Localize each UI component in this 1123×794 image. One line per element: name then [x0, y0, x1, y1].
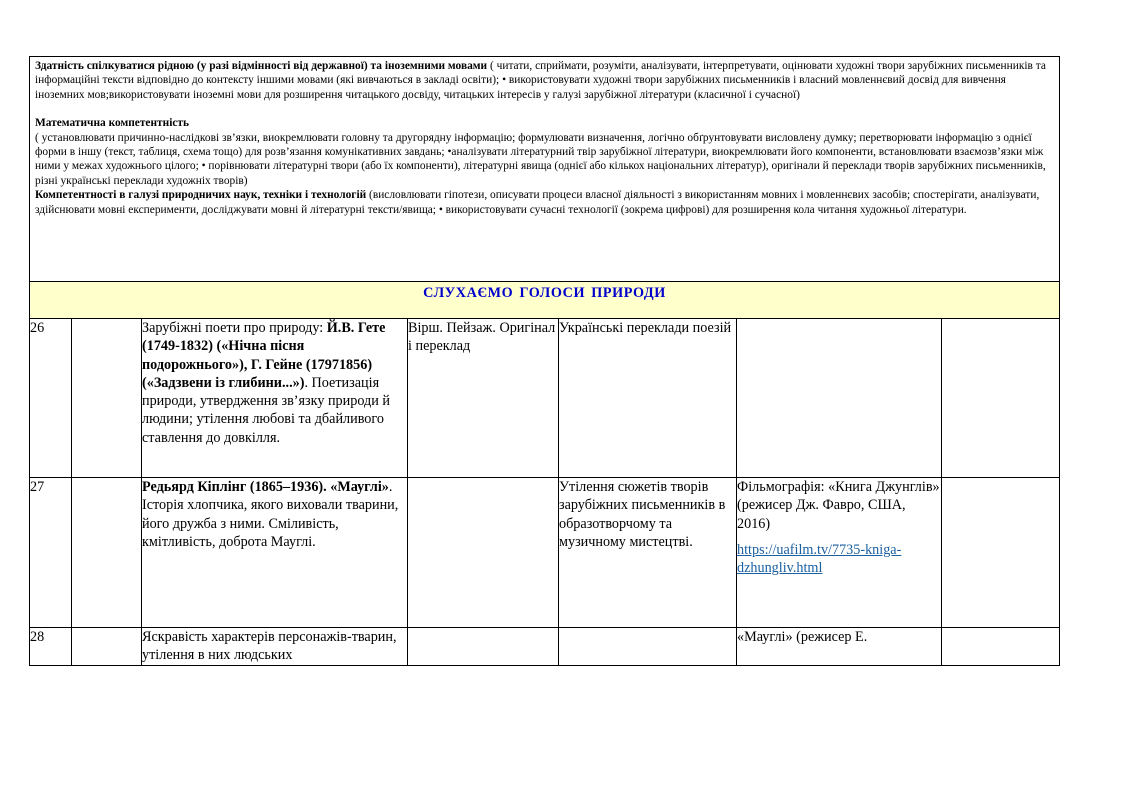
competency-science: [35, 188, 1054, 217]
competency-math-text: ( установлювати причинно-наслідкові зв’язки, виокремлювати головну та другорядну інформацію; формулювати визначення, логічно обґрунтовувати висловлену думку; перетворювати інформацію з однієї форми в іншу (текст, таблиця, схема тощо) для розв’язання комунікативних завдань; •аналізувати літературний твір зарубіжної літератури, виокремлювати його компоненти, встановлювати взаємозв’язки між ними у межах художнього цілого; • порівнювати літературні твори (або їх компоненти), літературні явища (однієї або кількох національних літератур), оригінали й переклади творів зарубіжних письменників, різні українські переклади художніх творів): [35, 131, 1046, 187]
topic-intro: Зарубіжні поети про природу:: [142, 320, 327, 336]
section-header-cell: [30, 282, 1060, 319]
competency-language-text: ( читати, сприймати, розуміти, аналізувати, інтерпретувати, оцінювати художні твори зарубіжних письменників та інформаційні тексти відповідно до контексту іншими мовами (які вивчаються в закладі освіти); • використовувати художні твори зарубіжних письменників і власний мовленнєвий досвід для вивчення іноземних мов;використовувати іноземні мови для розширення читацького досвіду, читацьких інтересів у галузі зарубіжної літератури (класичної і сучасної): [35, 60, 1046, 101]
competencies-row: [30, 57, 1060, 282]
spacer: [35, 102, 1054, 116]
theory-cell: [408, 628, 559, 666]
competency-math: [35, 116, 1054, 130]
lesson-number: 28: [30, 628, 72, 666]
theory-cell: [408, 478, 559, 628]
date-cell: [72, 478, 142, 628]
topic-rest: . Поетизація природи, утвердження зв’язку природи й людини; утілення любові та дбайливого ставлення до довкілля.: [142, 374, 390, 446]
lesson-number: 26: [30, 319, 72, 478]
links-cell: [559, 628, 737, 666]
date-cell: [72, 319, 142, 478]
filmography-text: Фільмографія: «Книга Джунглів» (режисер Дж. Фавро, США, 2016): [737, 479, 940, 532]
media-cell: [737, 478, 942, 628]
media-cell: «Мауглі» (режисер Е.: [737, 628, 942, 666]
section-title: СЛУХАЄМО ГОЛОСИ ПРИРОДИ: [423, 285, 666, 301]
section-header-row: [30, 282, 1060, 319]
competencies-cell: [30, 57, 1060, 282]
topic-cell: [142, 478, 408, 628]
links-cell: Українські переклади поезій: [559, 319, 737, 478]
competency-language: [35, 59, 1054, 102]
competency-math-title: Математична компетентність: [35, 117, 190, 130]
topic-rest: . Історія хлопчика, якого виховали тварини, його дружба з ними. Сміливість, кмітливість, доброта Мауглі.: [142, 479, 399, 550]
curriculum-table: [29, 56, 1060, 666]
topic-cell: Яскравість характерів персонажів-тварин, утілення в них людських: [142, 628, 408, 666]
notes-cell: [942, 478, 1060, 628]
notes-cell: [942, 628, 1060, 666]
notes-cell: [942, 319, 1060, 478]
topic-cell: [142, 319, 408, 478]
date-cell: [72, 628, 142, 666]
media-cell: [737, 319, 942, 478]
competency-science-text: (висловлювати гіпотези, описувати процеси власної діяльності з використанням мовних і мовленнєвих засобів; спостерігати, аналізувати, здійснювати мовні експерименти, досліджувати мовні й літературні тексти/явища; • використовувати сучасні технології (зокрема цифрові) для розширення кола читання художньої літератури.: [35, 189, 1040, 216]
competency-science-title: Компетентності в галузі природничих наук, техніки і технологій: [35, 189, 367, 202]
topic-bold: Й.В. Гете (1749-1832) («Нічна пісня подорожнього»), Г. Гейне (17971856) («Задзвени із глибини...»): [142, 320, 386, 391]
table-row: [30, 628, 1060, 666]
lesson-number: 27: [30, 478, 72, 628]
links-cell: Утілення сюжетів творів зарубіжних письменників в образотворчому та музичному мистецтві.: [559, 478, 737, 628]
film-link[interactable]: https://uafilm.tv/7735-kniga-dzhungliv.html: [737, 541, 902, 577]
topic-bold: Редьярд Кіплінг (1865–1936). «Мауглі»: [142, 479, 389, 495]
table-row: [30, 319, 1060, 478]
table-row: [30, 478, 1060, 628]
theory-cell: Вірш. Пейзаж. Оригінал і переклад: [408, 319, 559, 478]
competency-language-title: Здатність спілкуватися рідною (у разі відмінності від державної) та іноземними мовами: [35, 60, 488, 72]
